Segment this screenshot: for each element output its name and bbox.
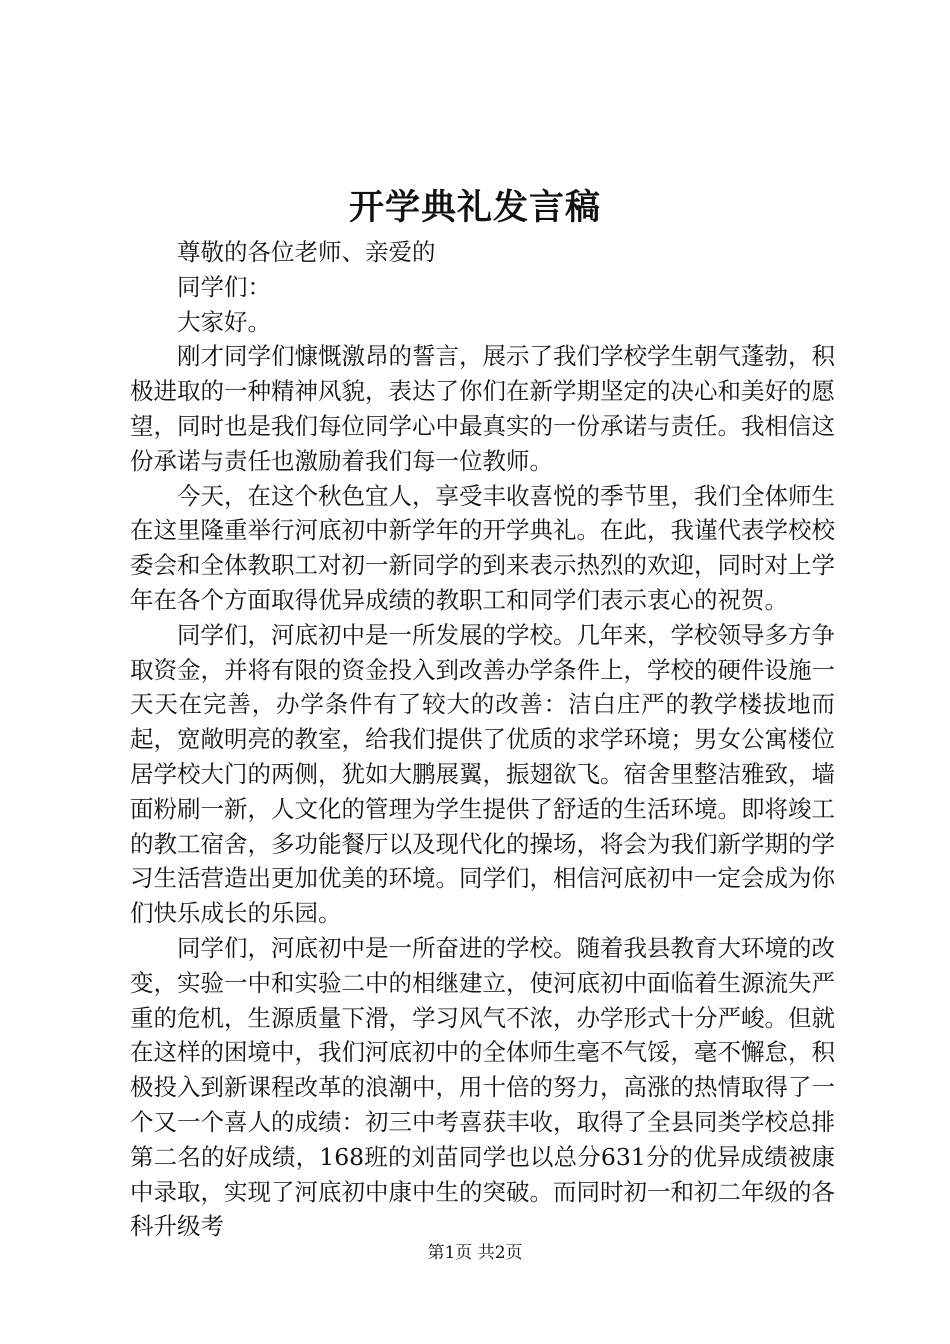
document-title: 开学典礼发言稿 xyxy=(348,187,601,228)
greeting-line: 同学们： xyxy=(177,272,271,301)
greeting-line: 大家好。 xyxy=(177,307,271,336)
paragraph: 今天，在这个秋色宜人，享受丰收喜悦的季节里，我们全体师生在这里隆重举行河底初中新学年的开学典礼。在此，我谨代表学校校委会和全体教职工对初一新同学的到来表示热烈的欢迎，同时对上学年在各个方面取得优异成绩的教职工和同学们表示衷心的祝贺。 xyxy=(130,481,835,614)
paragraph: 刚才同学们慷慨激昂的誓言，展示了我们学校学生朝气蓬勃，积极进取的一种精神风貌，表达了你们在新学期坚定的决心和美好的愿望，同时也是我们每位同学心中最真实的一份承诺与责任。我相信这份承诺与责任也激励着我们每一位教师。 xyxy=(130,342,835,475)
document-body xyxy=(130,235,835,1244)
paragraph: 同学们，河底初中是一所奋进的学校。随着我县教育大环境的改变，实验一中和实验二中的相继建立，使河底初中面临着生源流失严重的危机，生源质量下滑，学习风气不浓，办学形式十分严峻。但就在这样的困境中，我们河底初中的全体师生毫不气馁，毫不懈怠，积极投入到新课程改革的浪潮中，用十倍的努力，高涨的热情取得了一个又一个喜人的成绩：初三中考喜获丰收，取得了全县同类学校总排第二名的好成绩，168班的刘苗同学也以总分631分的优异成绩被康中录取，实现了河底初中康中生的突破。而同时初一和初二年级的各科升级考 xyxy=(130,933,835,1241)
page-number-footer: 第1页 共2页 xyxy=(427,1243,523,1263)
greeting-line: 尊敬的各位老师、亲爱的 xyxy=(177,238,436,266)
paragraph: 同学们，河底初中是一所发展的学校。几年来，学校领导多方争取资金，并将有限的资金投入到改善办学条件上，学校的硬件设施一天天在完善，办学条件有了较大的改善：洁白庄严的教学楼拔地而起，宽敞明亮的教室，给我们提供了优质的求学环境；男女公寓楼位居学校大门的两侧，犹如大鹏展翼，振翅欲飞。宿舍里整洁雅致，墙面粉刷一新，人文化的管理为学生提供了舒适的生活环境。即将竣工的教工宿舍，多功能餐厅以及现代化的操场，将会为我们新学期的学习生活营造出更加优美的环境。同学们，相信河底初中一定会成为你们快乐成长的乐园。 xyxy=(130,620,835,928)
